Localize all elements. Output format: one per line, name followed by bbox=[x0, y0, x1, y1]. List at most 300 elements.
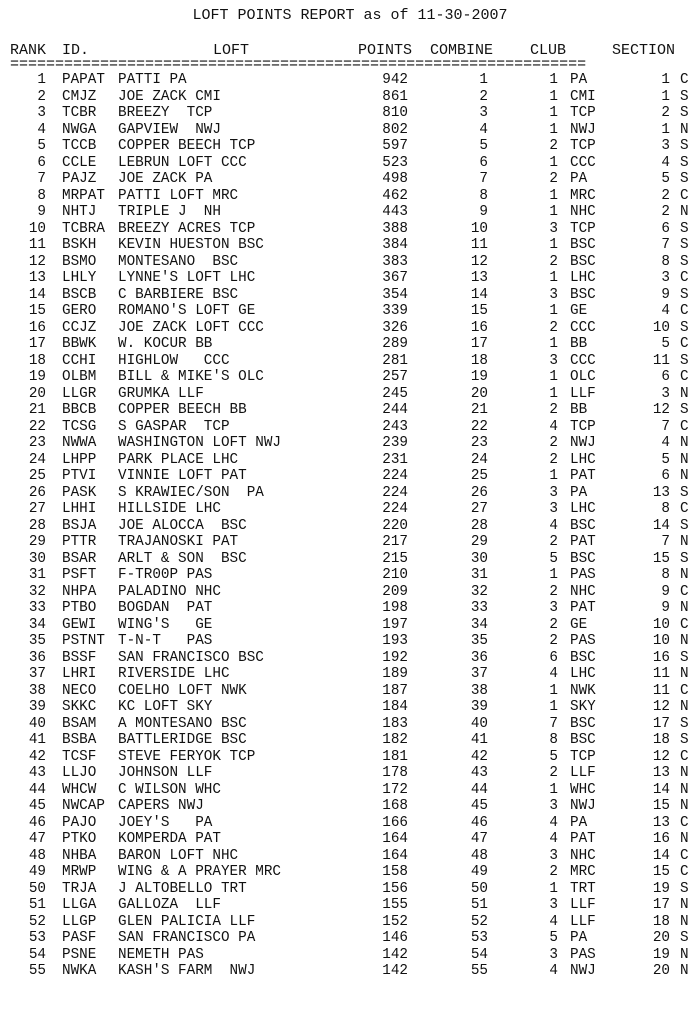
loft-name-cell: F-TR00P PAS bbox=[118, 567, 213, 583]
section-code-cell: N bbox=[680, 567, 689, 583]
table-row bbox=[0, 386, 700, 403]
table-row bbox=[0, 815, 700, 832]
points-cell: 231 bbox=[382, 451, 408, 468]
section-code-cell: N bbox=[680, 121, 689, 138]
combine-rank-cell: 45 bbox=[470, 798, 488, 814]
table-row bbox=[0, 155, 700, 172]
club-rank-cell: 1 bbox=[549, 385, 558, 402]
loft-name-cell: LYNNE'S LOFT LHC bbox=[118, 270, 256, 286]
header-loft: LOFT bbox=[213, 42, 250, 59]
header-points: POINTS bbox=[358, 42, 413, 59]
section-code-cell: S bbox=[680, 171, 689, 187]
loft-name-cell: HIGHLOW CCC bbox=[118, 352, 230, 369]
rank-cell: 24 bbox=[28, 451, 46, 468]
combine-rank-cell: 26 bbox=[470, 484, 488, 501]
loft-id-cell: PAJZ bbox=[62, 171, 97, 187]
loft-name-cell: WING & A PRAYER MRC bbox=[118, 864, 282, 880]
rank-cell: 48 bbox=[28, 847, 46, 864]
rank-cell: 15 bbox=[28, 303, 46, 319]
combine-rank-cell: 24 bbox=[470, 451, 488, 468]
combine-rank-cell: 28 bbox=[470, 517, 488, 534]
section-code-cell: S bbox=[680, 352, 689, 369]
loft-id-cell: LHLY bbox=[62, 270, 97, 286]
club-name-cell: PAT bbox=[570, 600, 596, 616]
club-rank-cell: 3 bbox=[549, 484, 558, 501]
combine-rank-cell: 29 bbox=[470, 534, 488, 550]
loft-id-cell: BSCB bbox=[62, 286, 97, 303]
loft-name-cell: GLEN PALICIA LLF bbox=[118, 913, 256, 930]
rank-cell: 41 bbox=[28, 732, 46, 748]
section-code-cell: C bbox=[680, 418, 689, 435]
club-rank-cell: 2 bbox=[549, 534, 558, 550]
loft-name-cell: GAPVIEW NWJ bbox=[118, 121, 221, 138]
club-name-cell: BB bbox=[570, 402, 588, 418]
club-name-cell: NHC bbox=[570, 204, 596, 220]
club-name-cell: NHC bbox=[570, 583, 596, 600]
section-code-cell: S bbox=[680, 402, 689, 418]
loft-id-cell: BSMO bbox=[62, 253, 97, 270]
club-rank-cell: 1 bbox=[549, 336, 558, 352]
loft-name-cell: GRUMKA LLF bbox=[118, 385, 204, 402]
section-code-cell: C bbox=[680, 847, 689, 864]
rank-cell: 10 bbox=[28, 220, 46, 237]
rank-cell: 29 bbox=[28, 534, 46, 550]
combine-rank-cell: 55 bbox=[470, 963, 488, 979]
club-name-cell: GE bbox=[570, 303, 588, 319]
section-code-cell: S bbox=[680, 550, 689, 567]
club-rank-cell: 3 bbox=[549, 286, 558, 303]
section-code-cell: S bbox=[680, 715, 689, 732]
club-name-cell: PA bbox=[570, 930, 588, 946]
rank-cell: 1 bbox=[37, 72, 46, 88]
rank-cell: 14 bbox=[28, 286, 46, 303]
club-rank-cell: 4 bbox=[549, 913, 558, 930]
section-code-cell: N bbox=[680, 781, 689, 798]
combine-rank-cell: 47 bbox=[470, 831, 488, 847]
table-row bbox=[0, 914, 700, 931]
club-name-cell: TRT bbox=[570, 880, 596, 897]
club-name-cell: BSC bbox=[570, 550, 596, 567]
combine-rank-cell: 54 bbox=[470, 946, 488, 963]
section-rank-cell: 14 bbox=[652, 517, 670, 534]
table-row bbox=[0, 551, 700, 568]
club-name-cell: LLF bbox=[570, 897, 596, 913]
section-rank-cell: 9 bbox=[661, 600, 670, 616]
loft-name-cell: KEVIN HUESTON BSC bbox=[118, 237, 264, 253]
combine-rank-cell: 35 bbox=[470, 633, 488, 649]
loft-name-cell: SAN FRANCISCO PA bbox=[118, 930, 256, 946]
loft-id-cell: LHPP bbox=[62, 451, 97, 468]
section-rank-cell: 8 bbox=[661, 253, 670, 270]
club-rank-cell: 1 bbox=[549, 303, 558, 319]
club-rank-cell: 3 bbox=[549, 600, 558, 616]
section-code-cell: C bbox=[680, 501, 689, 517]
points-cell: 152 bbox=[382, 913, 408, 930]
loft-id-cell: PASK bbox=[62, 484, 97, 501]
loft-id-cell: NECO bbox=[62, 682, 97, 699]
section-rank-cell: 18 bbox=[652, 913, 670, 930]
club-rank-cell: 2 bbox=[549, 253, 558, 270]
combine-rank-cell: 41 bbox=[470, 732, 488, 748]
loft-id-cell: NWGA bbox=[62, 121, 97, 138]
loft-name-cell: C BARBIERE BSC bbox=[118, 286, 239, 303]
loft-id-cell: TCBRA bbox=[62, 220, 105, 237]
loft-name-cell: BARON LOFT NHC bbox=[118, 847, 239, 864]
section-code-cell: C bbox=[680, 616, 689, 633]
combine-rank-cell: 6 bbox=[479, 154, 488, 171]
loft-id-cell: BSAM bbox=[62, 715, 97, 732]
table-row bbox=[0, 171, 700, 188]
points-cell: 354 bbox=[382, 286, 408, 303]
points-cell: 192 bbox=[382, 649, 408, 666]
club-name-cell: LLF bbox=[570, 765, 596, 781]
combine-rank-cell: 39 bbox=[470, 699, 488, 715]
loft-id-cell: BSAR bbox=[62, 550, 97, 567]
rank-cell: 23 bbox=[28, 435, 46, 451]
club-name-cell: LLF bbox=[570, 385, 596, 402]
club-name-cell: CCC bbox=[570, 154, 596, 171]
section-code-cell: S bbox=[680, 138, 689, 154]
section-rank-cell: 8 bbox=[661, 501, 670, 517]
combine-rank-cell: 21 bbox=[470, 402, 488, 418]
section-rank-cell: 13 bbox=[652, 484, 670, 501]
table-row bbox=[0, 584, 700, 601]
rank-cell: 55 bbox=[28, 963, 46, 979]
table-row bbox=[0, 782, 700, 799]
table-row bbox=[0, 881, 700, 898]
combine-rank-cell: 48 bbox=[470, 847, 488, 864]
section-rank-cell: 9 bbox=[661, 286, 670, 303]
rank-cell: 30 bbox=[28, 550, 46, 567]
table-row bbox=[0, 89, 700, 106]
loft-name-cell: ARLT & SON BSC bbox=[118, 550, 247, 567]
combine-rank-cell: 32 bbox=[470, 583, 488, 600]
points-cell: 942 bbox=[382, 72, 408, 88]
points-cell: 198 bbox=[382, 600, 408, 616]
club-rank-cell: 1 bbox=[549, 369, 558, 385]
combine-rank-cell: 12 bbox=[470, 253, 488, 270]
club-name-cell: PA bbox=[570, 171, 588, 187]
combine-rank-cell: 44 bbox=[470, 781, 488, 798]
points-cell: 178 bbox=[382, 765, 408, 781]
section-code-cell: S bbox=[680, 237, 689, 253]
loft-id-cell: TCSF bbox=[62, 748, 97, 765]
loft-id-cell: LHRI bbox=[62, 666, 97, 682]
club-rank-cell: 2 bbox=[549, 864, 558, 880]
loft-id-cell: BSKH bbox=[62, 237, 97, 253]
loft-name-cell: PATTI PA bbox=[118, 72, 187, 88]
loft-name-cell: VINNIE LOFT PAT bbox=[118, 468, 247, 484]
table-row bbox=[0, 303, 700, 320]
section-rank-cell: 15 bbox=[652, 864, 670, 880]
loft-name-cell: WING'S GE bbox=[118, 616, 213, 633]
combine-rank-cell: 17 bbox=[470, 336, 488, 352]
loft-name-cell: JOE ZACK PA bbox=[118, 171, 213, 187]
section-code-cell: N bbox=[680, 897, 689, 913]
club-rank-cell: 2 bbox=[549, 138, 558, 154]
loft-id-cell: OLBM bbox=[62, 369, 97, 385]
table-row bbox=[0, 452, 700, 469]
section-code-cell: C bbox=[680, 864, 689, 880]
section-rank-cell: 7 bbox=[661, 418, 670, 435]
table-row bbox=[0, 254, 700, 271]
loft-id-cell: PTTR bbox=[62, 534, 97, 550]
club-rank-cell: 3 bbox=[549, 798, 558, 814]
rank-cell: 45 bbox=[28, 798, 46, 814]
section-code-cell: S bbox=[680, 253, 689, 270]
points-cell: 523 bbox=[382, 154, 408, 171]
section-rank-cell: 5 bbox=[661, 451, 670, 468]
loft-id-cell: TCCB bbox=[62, 138, 97, 154]
club-name-cell: LHC bbox=[570, 270, 596, 286]
club-name-cell: PAS bbox=[570, 567, 596, 583]
table-row bbox=[0, 353, 700, 370]
points-cell: 197 bbox=[382, 616, 408, 633]
combine-rank-cell: 7 bbox=[479, 171, 488, 187]
table-row bbox=[0, 716, 700, 733]
loft-id-cell: PSNE bbox=[62, 946, 97, 963]
section-rank-cell: 20 bbox=[652, 963, 670, 979]
club-name-cell: CCC bbox=[570, 352, 596, 369]
club-name-cell: LHC bbox=[570, 451, 596, 468]
combine-rank-cell: 50 bbox=[470, 880, 488, 897]
points-cell: 224 bbox=[382, 501, 408, 517]
club-name-cell: SKY bbox=[570, 699, 596, 715]
club-rank-cell: 6 bbox=[549, 649, 558, 666]
club-name-cell: BSC bbox=[570, 237, 596, 253]
points-cell: 326 bbox=[382, 319, 408, 336]
loft-name-cell: PATTI LOFT MRC bbox=[118, 187, 239, 204]
table-row bbox=[0, 320, 700, 337]
section-rank-cell: 19 bbox=[652, 880, 670, 897]
rank-cell: 4 bbox=[37, 121, 46, 138]
rank-cell: 17 bbox=[28, 336, 46, 352]
points-cell: 217 bbox=[382, 534, 408, 550]
loft-id-cell: MRWP bbox=[62, 864, 97, 880]
loft-name-cell: C WILSON WHC bbox=[118, 781, 221, 798]
points-cell: 244 bbox=[382, 402, 408, 418]
section-rank-cell: 7 bbox=[661, 237, 670, 253]
club-rank-cell: 4 bbox=[549, 831, 558, 847]
loft-id-cell: LLGR bbox=[62, 385, 97, 402]
section-code-cell: S bbox=[680, 732, 689, 748]
loft-id-cell: CCJZ bbox=[62, 319, 97, 336]
section-code-cell: C bbox=[680, 748, 689, 765]
section-code-cell: S bbox=[680, 220, 689, 237]
loft-name-cell: MONTESANO BSC bbox=[118, 253, 239, 270]
loft-name-cell: CAPERS NWJ bbox=[118, 798, 204, 814]
club-rank-cell: 2 bbox=[549, 583, 558, 600]
loft-name-cell: JOE ZACK LOFT CCC bbox=[118, 319, 264, 336]
club-rank-cell: 1 bbox=[549, 154, 558, 171]
loft-id-cell: GERO bbox=[62, 303, 97, 319]
loft-id-cell: NWCAP bbox=[62, 798, 105, 814]
combine-rank-cell: 53 bbox=[470, 930, 488, 946]
table-row bbox=[0, 402, 700, 419]
combine-rank-cell: 40 bbox=[470, 715, 488, 732]
table-row bbox=[0, 848, 700, 865]
loft-name-cell: RIVERSIDE LHC bbox=[118, 666, 230, 682]
club-name-cell: GE bbox=[570, 616, 588, 633]
loft-name-cell: J ALTOBELLO TRT bbox=[118, 880, 247, 897]
table-row bbox=[0, 732, 700, 749]
section-rank-cell: 2 bbox=[661, 204, 670, 220]
section-rank-cell: 4 bbox=[661, 303, 670, 319]
loft-id-cell: SKKC bbox=[62, 699, 97, 715]
combine-rank-cell: 20 bbox=[470, 385, 488, 402]
section-rank-cell: 11 bbox=[652, 682, 670, 699]
section-code-cell: S bbox=[680, 105, 689, 121]
loft-name-cell: KASH'S FARM NWJ bbox=[118, 963, 256, 979]
table-row bbox=[0, 650, 700, 667]
club-rank-cell: 4 bbox=[549, 517, 558, 534]
table-row bbox=[0, 468, 700, 485]
section-rank-cell: 14 bbox=[652, 781, 670, 798]
club-name-cell: CMI bbox=[570, 88, 596, 105]
header-club: CLUB bbox=[530, 42, 567, 59]
loft-name-cell: JOE ALOCCA BSC bbox=[118, 517, 247, 534]
rank-cell: 54 bbox=[28, 946, 46, 963]
section-rank-cell: 3 bbox=[661, 385, 670, 402]
loft-name-cell: PARK PLACE LHC bbox=[118, 451, 239, 468]
section-rank-cell: 17 bbox=[652, 897, 670, 913]
loft-id-cell: PSFT bbox=[62, 567, 97, 583]
table-row bbox=[0, 534, 700, 551]
club-rank-cell: 1 bbox=[549, 105, 558, 121]
table-row bbox=[0, 947, 700, 964]
table-row bbox=[0, 72, 700, 89]
combine-rank-cell: 4 bbox=[479, 121, 488, 138]
club-name-cell: NHC bbox=[570, 847, 596, 864]
header-combine: COMBINE bbox=[430, 42, 494, 59]
club-rank-cell: 2 bbox=[549, 435, 558, 451]
section-rank-cell: 1 bbox=[661, 72, 670, 88]
loft-name-cell: TRIPLE J NH bbox=[118, 204, 221, 220]
section-code-cell: S bbox=[680, 154, 689, 171]
table-row bbox=[0, 765, 700, 782]
section-code-cell: N bbox=[680, 468, 689, 484]
table-row bbox=[0, 633, 700, 650]
section-code-cell: C bbox=[680, 187, 689, 204]
club-rank-cell: 1 bbox=[549, 682, 558, 699]
loft-id-cell: BSJA bbox=[62, 517, 97, 534]
loft-name-cell: S KRAWIEC/SON PA bbox=[118, 484, 264, 501]
table-row bbox=[0, 435, 700, 452]
section-rank-cell: 13 bbox=[652, 814, 670, 831]
combine-rank-cell: 36 bbox=[470, 649, 488, 666]
club-name-cell: OLC bbox=[570, 369, 596, 385]
section-code-cell: N bbox=[680, 963, 689, 979]
club-name-cell: TCP bbox=[570, 138, 596, 154]
combine-rank-cell: 51 bbox=[470, 897, 488, 913]
section-code-cell: N bbox=[680, 633, 689, 649]
loft-name-cell: STEVE FERYOK TCP bbox=[118, 748, 256, 765]
header-rank: RANK bbox=[10, 42, 47, 59]
loft-id-cell: BSBA bbox=[62, 732, 97, 748]
loft-name-cell: WASHINGTON LOFT NWJ bbox=[118, 435, 282, 451]
rank-cell: 32 bbox=[28, 583, 46, 600]
loft-id-cell: CMJZ bbox=[62, 88, 97, 105]
section-code-cell: S bbox=[680, 484, 689, 501]
section-code-cell: C bbox=[680, 369, 689, 385]
club-name-cell: PAS bbox=[570, 633, 596, 649]
club-rank-cell: 5 bbox=[549, 748, 558, 765]
points-cell: 239 bbox=[382, 435, 408, 451]
combine-rank-cell: 8 bbox=[479, 187, 488, 204]
header-section: SECTION bbox=[612, 42, 676, 59]
combine-rank-cell: 49 bbox=[470, 864, 488, 880]
rank-cell: 18 bbox=[28, 352, 46, 369]
club-name-cell: BSC bbox=[570, 517, 596, 534]
rank-cell: 7 bbox=[37, 171, 46, 187]
combine-rank-cell: 33 bbox=[470, 600, 488, 616]
section-code-cell: N bbox=[680, 534, 689, 550]
club-name-cell: NWJ bbox=[570, 963, 596, 979]
table-row bbox=[0, 336, 700, 353]
table-row bbox=[0, 369, 700, 386]
club-name-cell: WHC bbox=[570, 781, 596, 798]
section-rank-cell: 12 bbox=[652, 402, 670, 418]
section-code-cell: N bbox=[680, 946, 689, 963]
club-name-cell: BB bbox=[570, 336, 588, 352]
points-cell: 182 bbox=[382, 732, 408, 748]
club-name-cell: PAT bbox=[570, 534, 596, 550]
rank-cell: 25 bbox=[28, 468, 46, 484]
section-code-cell: N bbox=[680, 831, 689, 847]
points-cell: 166 bbox=[382, 814, 408, 831]
rank-cell: 22 bbox=[28, 418, 46, 435]
points-table-body bbox=[0, 72, 700, 980]
points-cell: 384 bbox=[382, 237, 408, 253]
loft-id-cell: BBWK bbox=[62, 336, 97, 352]
section-rank-cell: 18 bbox=[652, 732, 670, 748]
section-rank-cell: 10 bbox=[652, 616, 670, 633]
loft-id-cell: WHCW bbox=[62, 781, 97, 798]
combine-rank-cell: 23 bbox=[470, 435, 488, 451]
club-rank-cell: 7 bbox=[549, 715, 558, 732]
loft-id-cell: NHBA bbox=[62, 847, 97, 864]
combine-rank-cell: 25 bbox=[470, 468, 488, 484]
rank-cell: 26 bbox=[28, 484, 46, 501]
section-rank-cell: 13 bbox=[652, 765, 670, 781]
points-cell: 142 bbox=[382, 963, 408, 979]
rank-cell: 53 bbox=[28, 930, 46, 946]
section-rank-cell: 5 bbox=[661, 171, 670, 187]
section-code-cell: N bbox=[680, 699, 689, 715]
club-name-cell: NWJ bbox=[570, 121, 596, 138]
loft-name-cell: PALADINO NHC bbox=[118, 583, 221, 600]
section-rank-cell: 7 bbox=[661, 534, 670, 550]
rank-cell: 38 bbox=[28, 682, 46, 699]
section-code-cell: N bbox=[680, 451, 689, 468]
points-cell: 339 bbox=[382, 303, 408, 319]
section-code-cell: S bbox=[680, 517, 689, 534]
combine-rank-cell: 15 bbox=[470, 303, 488, 319]
section-rank-cell: 16 bbox=[652, 831, 670, 847]
club-name-cell: BSC bbox=[570, 649, 596, 666]
table-row bbox=[0, 617, 700, 634]
loft-name-cell: ROMANO'S LOFT GE bbox=[118, 303, 256, 319]
section-rank-cell: 6 bbox=[661, 468, 670, 484]
section-code-cell: S bbox=[680, 649, 689, 666]
loft-name-cell: COELHO LOFT NWK bbox=[118, 682, 247, 699]
table-row bbox=[0, 204, 700, 221]
loft-id-cell: PTBO bbox=[62, 600, 97, 616]
points-cell: 158 bbox=[382, 864, 408, 880]
section-rank-cell: 1 bbox=[661, 88, 670, 105]
rank-cell: 51 bbox=[28, 897, 46, 913]
rank-cell: 19 bbox=[28, 369, 46, 385]
